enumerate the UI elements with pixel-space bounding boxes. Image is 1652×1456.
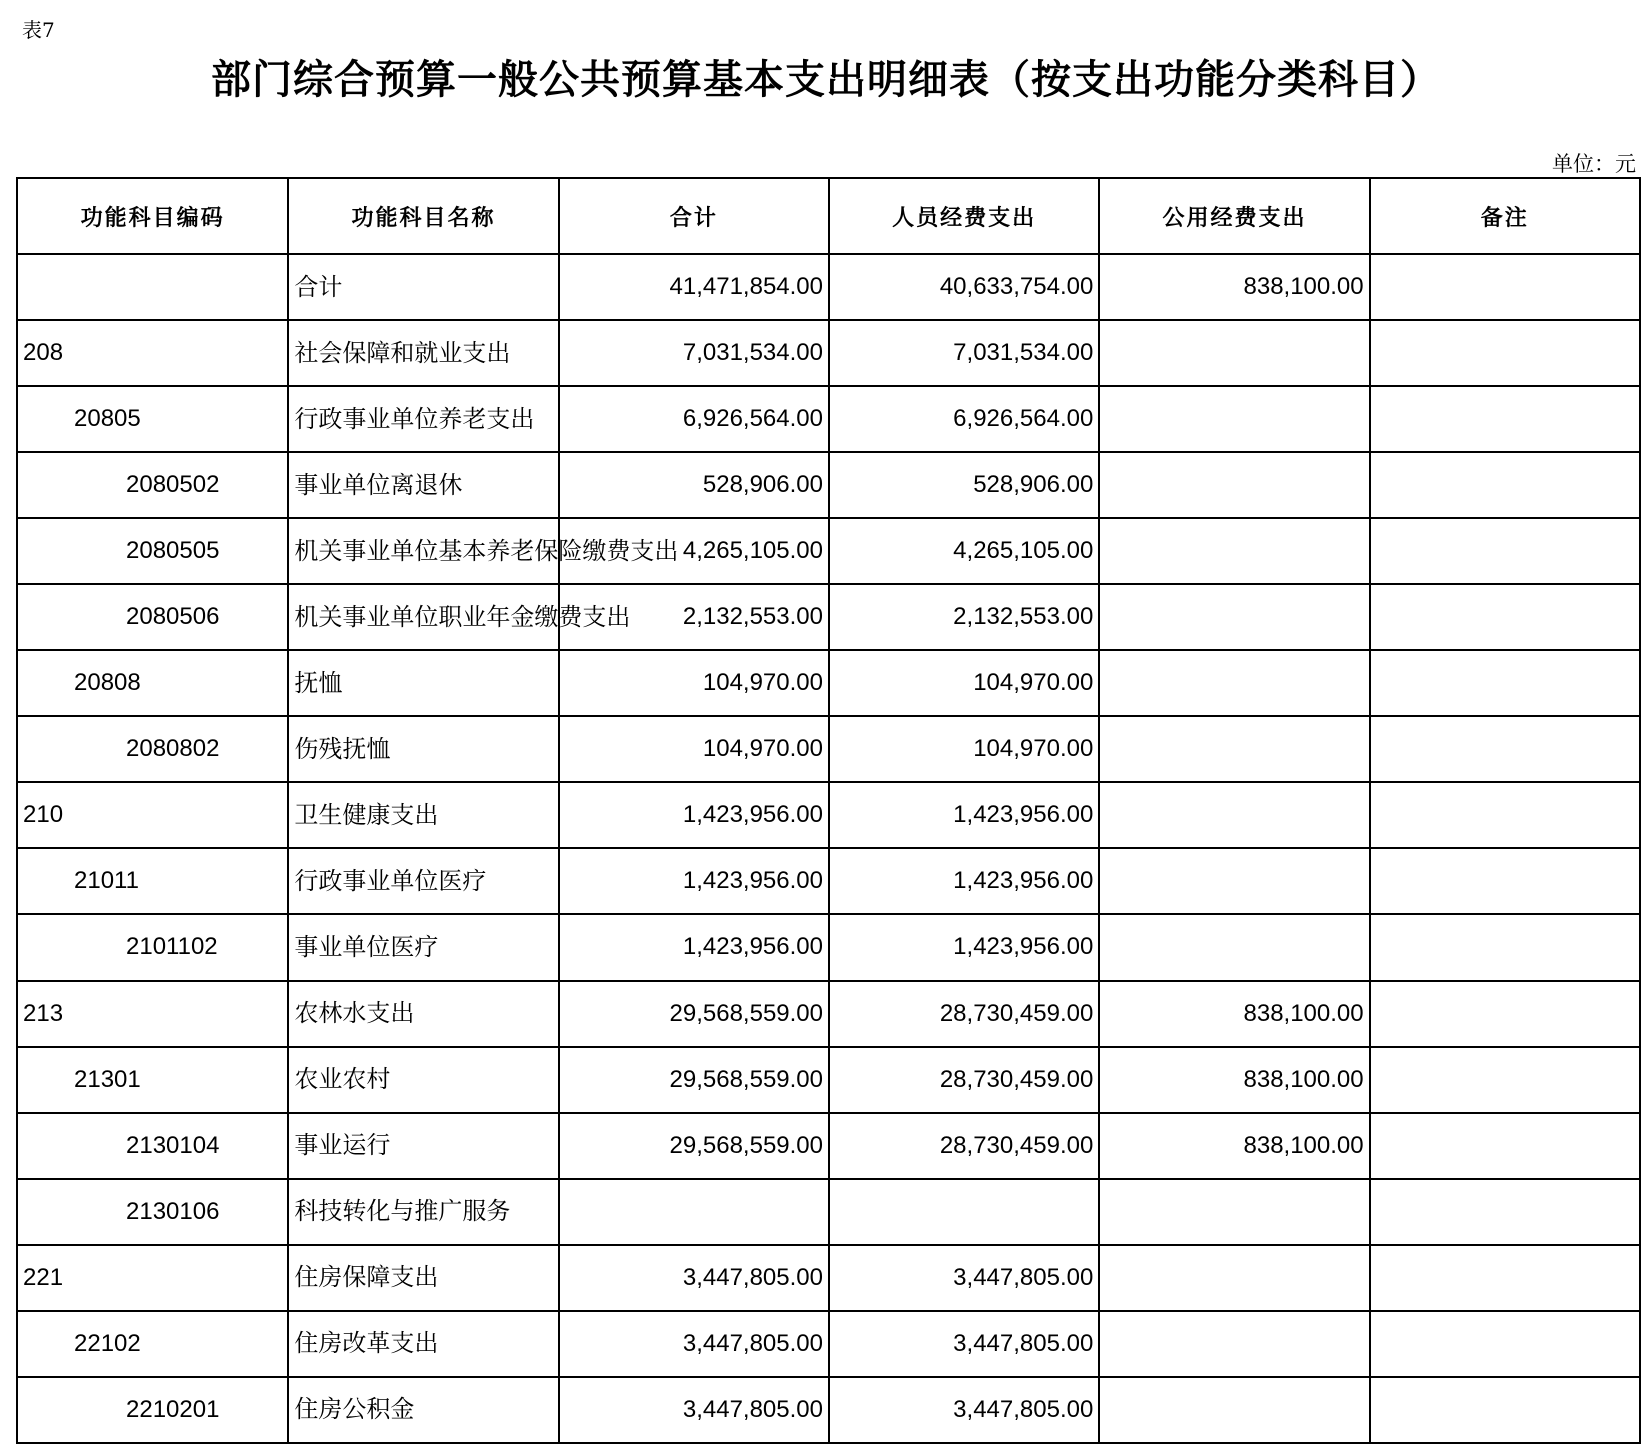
name-cell: 住房公积金 [288,1377,558,1443]
personnel-cell: 3,447,805.00 [829,1245,1099,1311]
table-row [17,320,1640,386]
public-cell [1099,518,1369,584]
name-cell: 卫生健康支出 [288,782,558,848]
public-cell [1099,1311,1369,1377]
name-cell: 机关事业单位基本养老保险缴费支出 [288,518,558,584]
total-cell: 3,447,805.00 [559,1311,829,1377]
note-cell [1370,1377,1640,1443]
header-note: 备注 [1370,178,1640,254]
personnel-cell: 1,423,956.00 [829,914,1099,980]
header-name: 功能科目名称 [288,178,558,254]
note-cell [1370,518,1640,584]
note-cell [1370,782,1640,848]
code-cell: 20805 [17,386,288,452]
table-row [17,650,1640,716]
code-cell: 22102 [17,1311,288,1377]
note-cell [1370,981,1640,1047]
personnel-cell: 3,447,805.00 [829,1311,1099,1377]
code-cell: 2130106 [17,1179,288,1245]
total-cell: 7,031,534.00 [559,320,829,386]
unit-label: 单位：元 [1552,152,1636,176]
total-cell: 1,423,956.00 [559,848,829,914]
total-cell: 528,906.00 [559,452,829,518]
note-cell [1370,452,1640,518]
header-row [17,178,1640,254]
name-cell: 住房改革支出 [288,1311,558,1377]
personnel-cell: 3,447,805.00 [829,1377,1099,1443]
table-row [17,981,1640,1047]
public-cell [1099,716,1369,782]
table-row [17,584,1640,650]
public-cell [1099,650,1369,716]
name-cell: 社会保障和就业支出 [288,320,558,386]
table-row [17,716,1640,782]
table-row [17,386,1640,452]
note-cell [1370,1245,1640,1311]
public-cell [1099,584,1369,650]
personnel-cell: 528,906.00 [829,452,1099,518]
personnel-cell: 104,970.00 [829,716,1099,782]
total-cell: 1,423,956.00 [559,782,829,848]
public-cell [1099,848,1369,914]
table-row [17,1179,1640,1245]
code-cell: 213 [17,981,288,1047]
personnel-cell: 7,031,534.00 [829,320,1099,386]
total-cell: 104,970.00 [559,716,829,782]
table-row [17,848,1640,914]
name-cell: 农林水支出 [288,981,558,1047]
personnel-cell: 40,633,754.00 [829,254,1099,320]
table-row [17,914,1640,980]
total-cell: 4,265,105.00 [559,518,829,584]
note-cell [1370,848,1640,914]
personnel-cell: 2,132,553.00 [829,584,1099,650]
table-row [17,518,1640,584]
code-cell: 221 [17,1245,288,1311]
name-cell: 事业单位离退休 [288,452,558,518]
code-cell: 2080502 [17,452,288,518]
name-cell: 农业农村 [288,1047,558,1113]
note-cell [1370,320,1640,386]
personnel-cell: 28,730,459.00 [829,1113,1099,1179]
page-title: 部门综合预算一般公共预算基本支出明细表（按支出功能分类科目） [211,56,1441,103]
name-cell: 机关事业单位职业年金缴费支出 [288,584,558,650]
note-cell [1370,914,1640,980]
public-cell [1099,1377,1369,1443]
header-code: 功能科目编码 [17,178,288,254]
table-row [17,452,1640,518]
note-cell [1370,716,1640,782]
code-cell [17,254,288,320]
personnel-cell: 1,423,956.00 [829,782,1099,848]
code-cell: 210 [17,782,288,848]
code-cell: 2130104 [17,1113,288,1179]
name-cell: 事业运行 [288,1113,558,1179]
name-cell: 住房保障支出 [288,1245,558,1311]
code-cell: 21011 [17,848,288,914]
personnel-cell: 6,926,564.00 [829,386,1099,452]
personnel-cell: 1,423,956.00 [829,848,1099,914]
header-total: 合计 [559,178,829,254]
budget-table [16,177,1641,1444]
note-cell [1370,386,1640,452]
table-row [17,1377,1640,1443]
total-cell: 2,132,553.00 [559,584,829,650]
total-cell: 41,471,854.00 [559,254,829,320]
name-cell: 抚恤 [288,650,558,716]
public-cell [1099,452,1369,518]
personnel-cell [829,1179,1099,1245]
note-cell [1370,254,1640,320]
total-cell: 29,568,559.00 [559,1113,829,1179]
table-row [17,1113,1640,1179]
public-cell: 838,100.00 [1099,1113,1369,1179]
name-cell: 伤残抚恤 [288,716,558,782]
note-cell [1370,1311,1640,1377]
table-row [17,254,1640,320]
code-cell: 2210201 [17,1377,288,1443]
personnel-cell: 28,730,459.00 [829,981,1099,1047]
note-cell [1370,584,1640,650]
public-cell: 838,100.00 [1099,254,1369,320]
public-cell [1099,386,1369,452]
public-cell [1099,320,1369,386]
public-cell: 838,100.00 [1099,1047,1369,1113]
personnel-cell: 28,730,459.00 [829,1047,1099,1113]
personnel-cell: 4,265,105.00 [829,518,1099,584]
table-row [17,1245,1640,1311]
public-cell: 838,100.00 [1099,981,1369,1047]
code-cell: 208 [17,320,288,386]
code-cell: 21301 [17,1047,288,1113]
public-cell [1099,782,1369,848]
code-cell: 2080506 [17,584,288,650]
table-header [17,178,1640,254]
table-row [17,782,1640,848]
header-personnel: 人员经费支出 [829,178,1099,254]
table-row [17,1311,1640,1377]
name-cell: 科技转化与推广服务 [288,1179,558,1245]
personnel-cell: 104,970.00 [829,650,1099,716]
header-public: 公用经费支出 [1099,178,1369,254]
code-cell: 20808 [17,650,288,716]
table-body [17,254,1640,1443]
name-cell: 行政事业单位养老支出 [288,386,558,452]
table-row [17,1047,1640,1113]
note-cell [1370,650,1640,716]
name-cell: 事业单位医疗 [288,914,558,980]
public-cell [1099,914,1369,980]
note-cell [1370,1047,1640,1113]
code-cell: 2080802 [17,716,288,782]
name-cell: 合计 [288,254,558,320]
note-cell [1370,1179,1640,1245]
total-cell: 6,926,564.00 [559,386,829,452]
table-number: 表7 [22,18,55,42]
code-cell: 2080505 [17,518,288,584]
total-cell: 29,568,559.00 [559,981,829,1047]
public-cell [1099,1245,1369,1311]
total-cell: 29,568,559.00 [559,1047,829,1113]
name-cell: 行政事业单位医疗 [288,848,558,914]
total-cell: 3,447,805.00 [559,1245,829,1311]
code-cell: 2101102 [17,914,288,980]
public-cell [1099,1179,1369,1245]
total-cell: 104,970.00 [559,650,829,716]
note-cell [1370,1113,1640,1179]
total-cell: 1,423,956.00 [559,914,829,980]
total-cell [559,1179,829,1245]
total-cell: 3,447,805.00 [559,1377,829,1443]
